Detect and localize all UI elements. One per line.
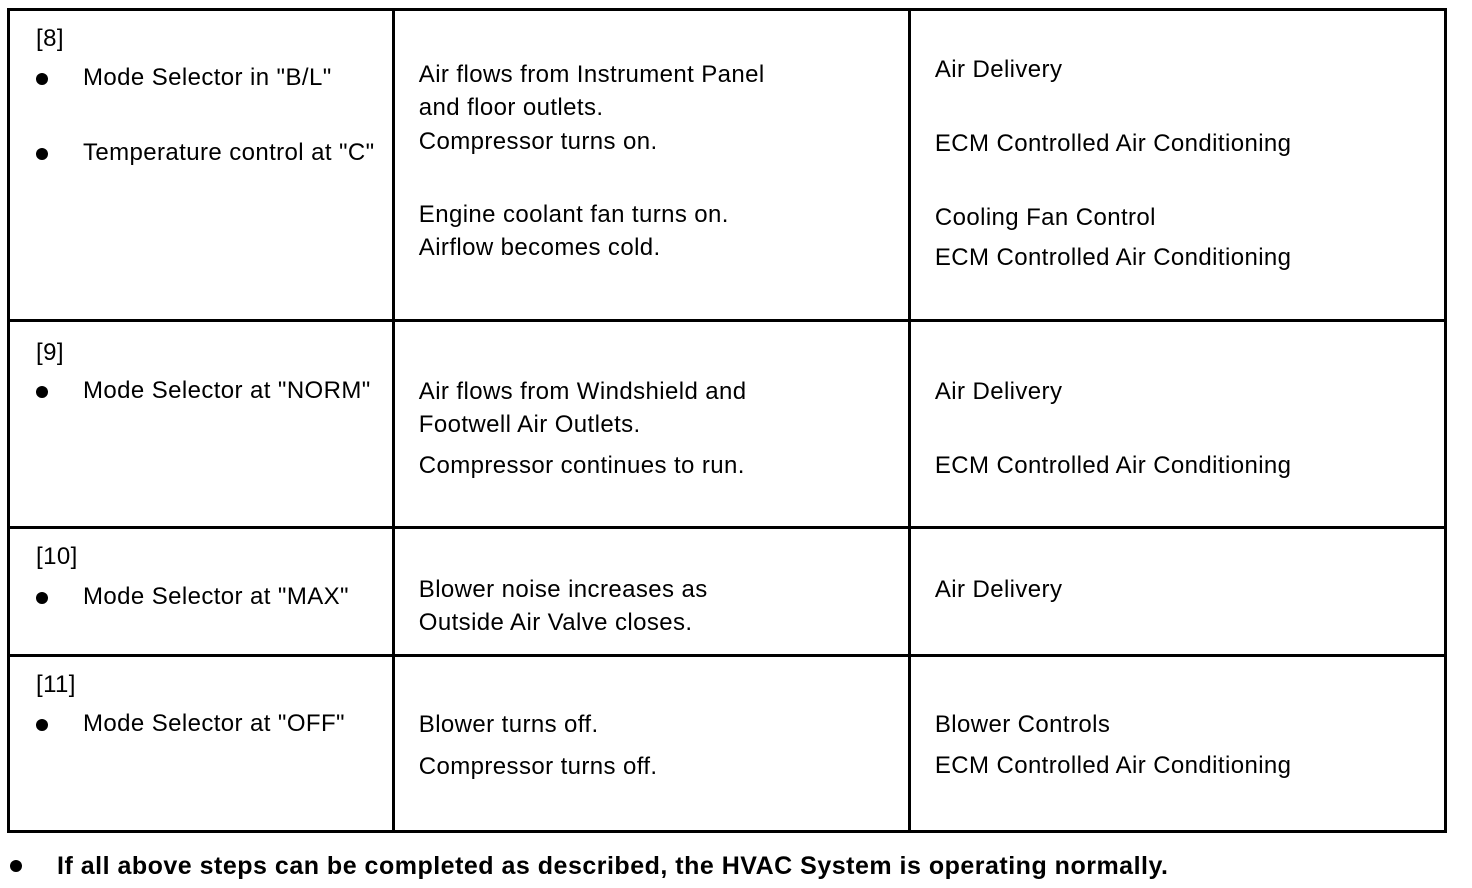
table-row (9, 656, 1446, 832)
reference-text: ECM Controlled Air Conditioning (934, 752, 1292, 779)
result-cell (393, 528, 909, 656)
result-text: Footwell Air Outlets. (418, 411, 641, 438)
condition-text: Mode Selector at "OFF" (83, 710, 345, 737)
reference-cell (909, 10, 1445, 321)
table-row (9, 321, 1446, 528)
result-text: Blower turns off. (418, 711, 599, 738)
condition-cell (9, 10, 394, 321)
reference-text: ECM Controlled Air Conditioning (934, 244, 1292, 271)
table-row (9, 528, 1446, 656)
result-text: Engine coolant fan turns on. (418, 201, 729, 228)
condition-text: Mode Selector in "B/L" (83, 64, 332, 91)
condition-text: Temperature control at "C" (83, 139, 375, 166)
condition-cell (9, 656, 394, 832)
result-text: Outside Air Valve closes. (418, 609, 693, 636)
footer-note (0, 848, 1472, 884)
condition-text: Mode Selector at "NORM" (83, 377, 371, 404)
result-text: Compressor turns on. (418, 128, 658, 155)
bullet-icon (36, 73, 48, 85)
result-text: Compressor continues to run. (418, 452, 745, 479)
result-text: Air flows from Windshield and (418, 378, 747, 405)
bullet-icon (36, 148, 48, 160)
result-cell (393, 10, 909, 321)
footer-text: If all above steps can be completed as described, the HVAC System is operating normally. (57, 852, 1169, 880)
hvac-check-table (7, 8, 1447, 833)
result-text: and floor outlets. (418, 94, 604, 121)
reference-text: ECM Controlled Air Conditioning (934, 130, 1292, 157)
bullet-icon (36, 719, 48, 731)
reference-text: Blower Controls (934, 711, 1111, 738)
step-number: [9] (36, 339, 64, 366)
reference-text: Cooling Fan Control (934, 204, 1156, 231)
result-cell (393, 656, 909, 832)
reference-text: Air Delivery (934, 576, 1063, 603)
step-number: [11] (36, 671, 76, 698)
result-cell (393, 321, 909, 528)
step-number: [10] (36, 543, 78, 570)
result-text: Airflow becomes cold. (418, 234, 661, 261)
result-text: Blower noise increases as (418, 576, 708, 603)
reference-text: Air Delivery (934, 56, 1063, 83)
bullet-icon (36, 592, 48, 604)
condition-cell (9, 321, 394, 528)
result-text: Air flows from Instrument Panel (418, 61, 765, 88)
condition-cell (9, 528, 394, 656)
reference-cell (909, 656, 1445, 832)
table-row (9, 10, 1446, 321)
reference-cell (909, 321, 1445, 528)
bullet-icon (10, 860, 22, 872)
step-number: [8] (36, 25, 64, 52)
bullet-icon (36, 386, 48, 398)
result-text: Compressor turns off. (418, 753, 658, 780)
reference-cell (909, 528, 1445, 656)
reference-text: Air Delivery (934, 378, 1063, 405)
reference-text: ECM Controlled Air Conditioning (934, 452, 1292, 479)
condition-text: Mode Selector at "MAX" (83, 583, 349, 610)
